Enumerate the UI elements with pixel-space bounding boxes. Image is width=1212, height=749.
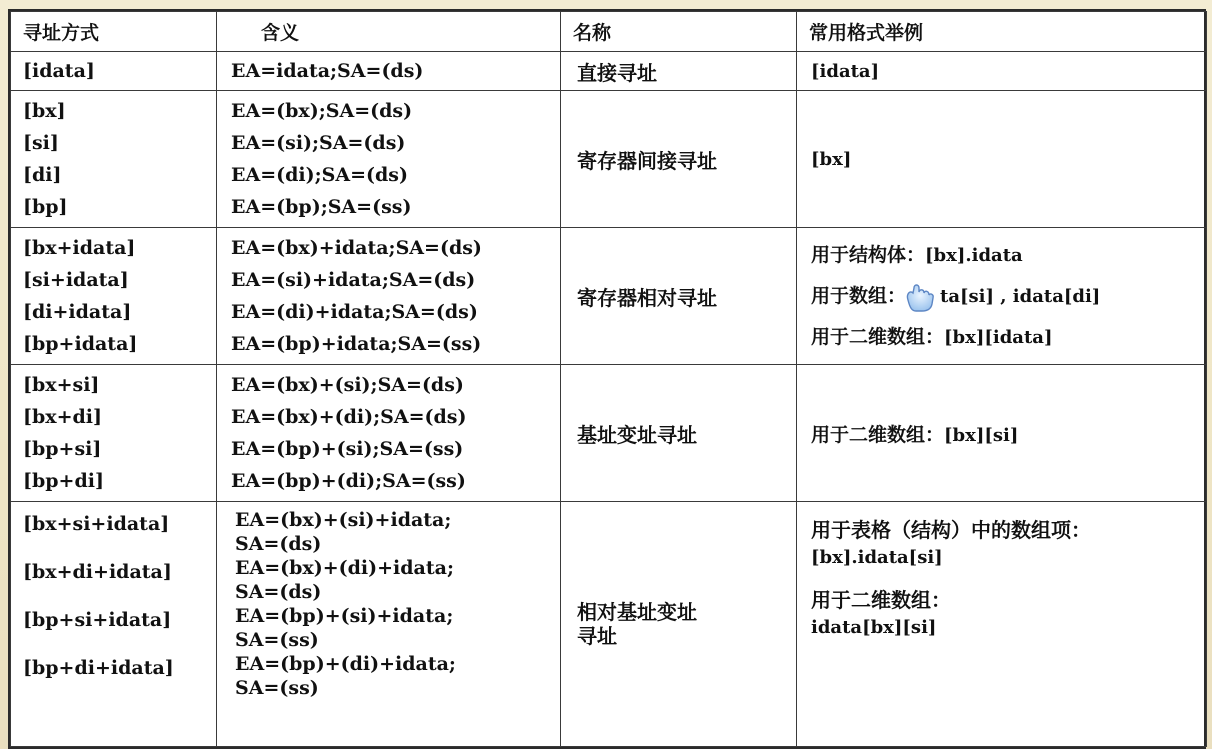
meaning-text: SA=(ds) xyxy=(235,533,322,555)
meaning-text: EA=(bx)+(di);SA=(ds) xyxy=(231,406,467,428)
mode-cell xyxy=(11,228,217,365)
meaning-text: EA=(di)+idata;SA=(ds) xyxy=(231,301,478,323)
mode-name-line: 相对基址变址 xyxy=(577,600,697,624)
example-line xyxy=(811,235,1206,276)
meaning-text: EA=(si)+idata;SA=(ds) xyxy=(231,269,476,291)
mode-text: [bp+si] xyxy=(23,438,102,460)
example-label: 用于结构体： xyxy=(811,243,926,266)
header-meaning: 含义 xyxy=(217,12,561,52)
mode-text: [bx+si] xyxy=(23,374,100,396)
mode-name-line: 寻址 xyxy=(577,624,617,648)
mode-text: [bx] xyxy=(23,100,66,122)
table-row xyxy=(11,52,1207,91)
mode-text: [di] xyxy=(23,164,62,186)
name-cell xyxy=(561,228,797,365)
header-addressing-mode: 寻址方式 xyxy=(11,12,217,52)
example-label: 用于二维数组： xyxy=(811,588,951,612)
example-cell xyxy=(797,52,1207,91)
meaning-text: EA=(di);SA=(ds) xyxy=(231,164,408,186)
meaning-text: SA=(ss) xyxy=(235,677,319,699)
addressing-modes-table xyxy=(10,11,1207,747)
meaning-text: SA=(ss) xyxy=(235,629,319,651)
mode-text: [si] xyxy=(23,132,59,154)
example-text: [bx].idata xyxy=(925,244,1023,266)
meaning-text: EA=(bp)+idata;SA=(ss) xyxy=(231,333,482,355)
example-cell xyxy=(797,502,1207,747)
meaning-text: EA=(bx)+(si);SA=(ds) xyxy=(231,374,464,396)
example-cell xyxy=(797,91,1207,228)
meaning-text: EA=(bx)+idata;SA=(ds) xyxy=(231,237,482,259)
example-text: ta[si] , idata[di] xyxy=(940,285,1101,307)
meaning-cell xyxy=(217,502,561,747)
example-label: 用于数组： xyxy=(811,284,907,307)
example-label: 用于表格（结构）中的数组项： xyxy=(811,518,1091,542)
table-row xyxy=(11,228,1207,365)
name-cell xyxy=(561,52,797,91)
meaning-text: EA=(bp)+(si)+idata; xyxy=(235,605,454,627)
mode-text: [bp] xyxy=(23,196,68,218)
mode-name: 寄存器间接寻址 xyxy=(577,148,717,173)
mode-text: [idata] xyxy=(23,60,95,82)
mode-text: [bp+idata] xyxy=(23,333,138,355)
meaning-text: EA=(si);SA=(ds) xyxy=(231,132,406,154)
meaning-cell xyxy=(217,228,561,365)
meaning-text: EA=idata;SA=(ds) xyxy=(231,60,424,82)
example-label: 用于二维数组： xyxy=(811,325,945,348)
example-text: idata[bx][si] xyxy=(811,617,937,638)
table-header-row xyxy=(11,12,1207,52)
mode-text: [bp+si+idata] xyxy=(23,609,172,631)
example-label: 用于二维数组： xyxy=(811,423,945,446)
meaning-text: EA=(bp)+(si);SA=(ss) xyxy=(231,438,464,460)
mode-text: [bp+di] xyxy=(23,470,104,492)
meaning-text: EA=(bp);SA=(ss) xyxy=(231,196,412,218)
meaning-text: SA=(ds) xyxy=(235,581,322,603)
mode-text: [bx+di] xyxy=(23,406,103,428)
example-text: [bx][si] xyxy=(944,424,1019,446)
addressing-table-sheet xyxy=(8,9,1206,749)
meaning-text: EA=(bx)+(di)+idata; xyxy=(235,557,454,579)
mode-text: [bx+di+idata] xyxy=(23,561,172,583)
mode-name: 寄存器相对寻址 xyxy=(577,285,717,310)
meaning-cell xyxy=(217,91,561,228)
hand-pointer-icon xyxy=(902,282,938,312)
example-text: [idata] xyxy=(811,60,880,82)
name-cell xyxy=(561,91,797,228)
meaning-text: EA=(bx)+(si)+idata; xyxy=(235,509,452,531)
mode-cell xyxy=(11,52,217,91)
mode-cell xyxy=(11,365,217,502)
mode-text: [di+idata] xyxy=(23,301,132,323)
meaning-cell xyxy=(217,365,561,502)
mode-text: [bx+idata] xyxy=(23,237,136,259)
meaning-text: EA=(bx);SA=(ds) xyxy=(231,100,413,122)
table-row xyxy=(11,365,1207,502)
mode-text: [bp+di+idata] xyxy=(23,657,174,679)
table-row xyxy=(11,502,1207,747)
header-name: 名称 xyxy=(561,12,797,52)
name-cell xyxy=(561,365,797,502)
example-text: [bx][idata] xyxy=(944,326,1053,348)
example-cell xyxy=(797,228,1207,365)
meaning-cell xyxy=(217,52,561,91)
meaning-text: EA=(bp)+(di)+idata; xyxy=(235,653,456,675)
example-text: [bx] xyxy=(811,148,852,170)
example-cell xyxy=(797,365,1207,502)
mode-text: [si+idata] xyxy=(23,269,129,291)
mode-text: [bx+si+idata] xyxy=(23,513,170,535)
example-text: [bx].idata[si] xyxy=(811,547,943,568)
mode-cell xyxy=(11,91,217,228)
mode-cell xyxy=(11,502,217,747)
example-line xyxy=(811,317,1206,358)
mode-name: 基址变址寻址 xyxy=(577,422,697,447)
mode-name: 直接寻址 xyxy=(577,60,657,85)
header-example: 常用格式举例 xyxy=(797,12,1207,52)
example-line xyxy=(811,276,1206,317)
table-row xyxy=(11,91,1207,228)
meaning-text: EA=(bp)+(di);SA=(ss) xyxy=(231,470,466,492)
name-cell xyxy=(561,502,797,747)
